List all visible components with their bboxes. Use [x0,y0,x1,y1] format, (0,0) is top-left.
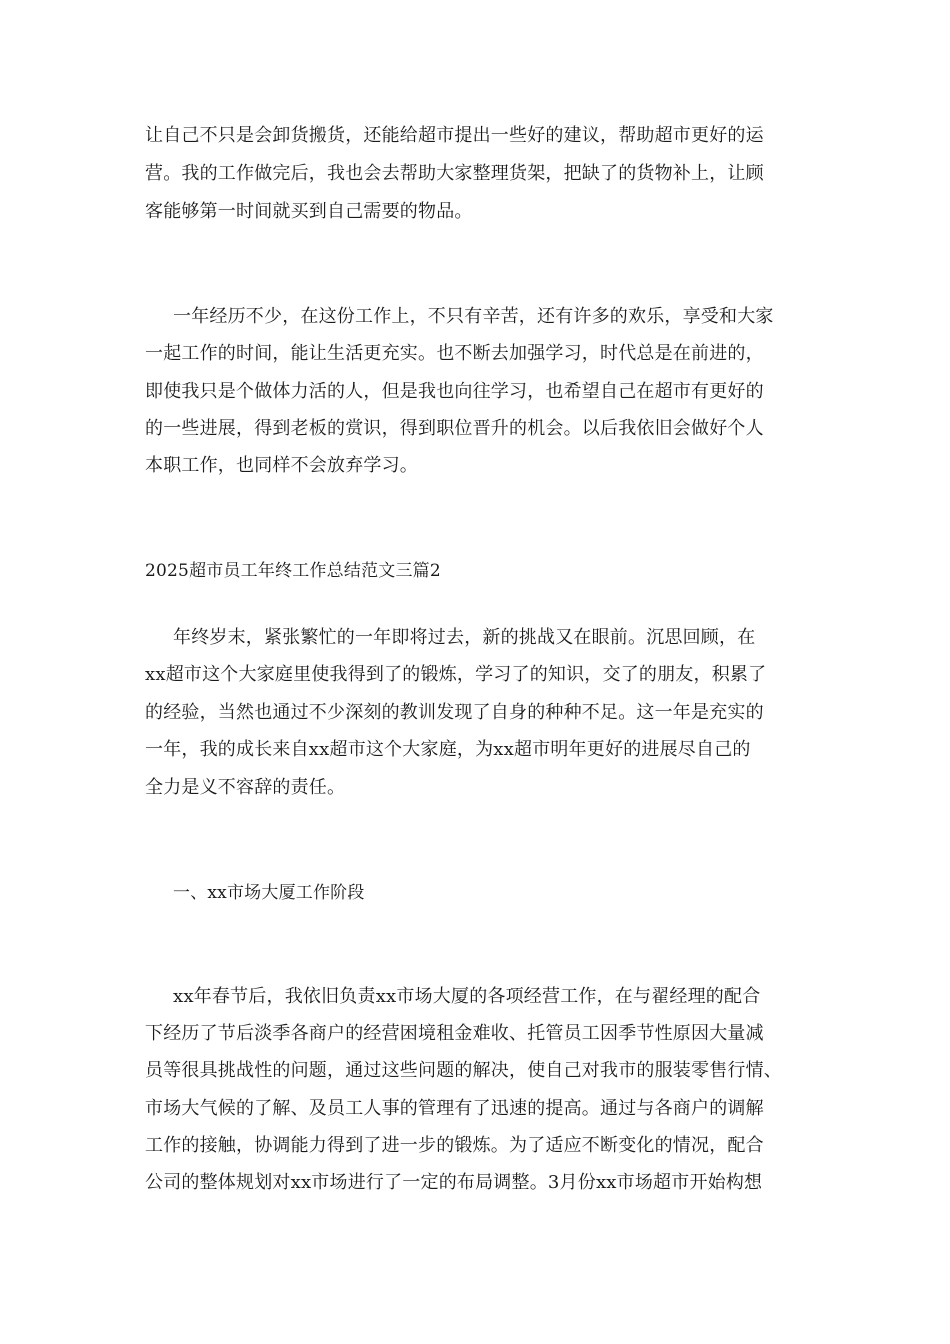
paragraph-2-line-5: 本职工作，也同样不会放弃学习。 [145,455,418,476]
paragraph-2-line-2: 一起工作的时间，能让生活更充实。也不断去加强学习，时代总是在前进的， [145,343,764,364]
paragraph-2-line-1: 一年经历不少，在这份工作上，不只有辛苦，还有许多的欢乐，享受和大家 [173,306,774,327]
paragraph-3-line-5: 全力是义不容辞的责任。 [145,777,346,798]
paragraph-4-line-5: 工作的接触，协调能力得到了进一步的锻炼。为了适应不断变化的情况，配合 [145,1135,764,1156]
paragraph-3-line-1: 年终岁末，紧张繁忙的一年即将过去，新的挑战又在眼前。沉思回顾，在 [173,627,756,648]
paragraph-3-line-3: 的经验，当然也通过不少深刻的教训发现了自身的种种不足。这一年是充实的 [145,702,764,723]
paragraph-2-line-4: 的一些进展，得到老板的赏识，得到职位晋升的机会。以后我依旧会做好个人 [145,418,764,439]
paragraph-1-line-2: 营。我的工作做完后，我也会去帮助大家整理货架，把缺了的货物补上，让顾 [145,163,764,184]
paragraph-1-line-3: 客能够第一时间就买到自己需要的物品。 [145,201,473,222]
section-title: 2025超市员工年终工作总结范文三篇2 [145,561,441,581]
paragraph-4-line-2: 下经历了节后淡季各商户的经营困境租金难收、托管员工因季节性原因大量减 [145,1023,764,1044]
paragraph-3-line-2: xx超市这个大家庭里使我得到了的锻炼，学习了的知识，交了的朋友，积累了 [145,664,767,685]
paragraph-4-line-3: 员等很具挑战性的问题，通过这些问题的解决，使自己对我市的服装零售行情、 [145,1060,782,1081]
paragraph-4-line-1: xx年春节后，我依旧负责xx市场大厦的各项经营工作，在与翟经理的配合 [173,986,761,1007]
paragraph-4-line-4: 市场大气候的了解、及员工人事的管理有了迅速的提高。通过与各商户的调解 [145,1098,764,1119]
subsection-heading: 一、xx市场大厦工作阶段 [173,883,365,903]
paragraph-1-line-1: 让自己不只是会卸货搬货，还能给超市提出一些好的建议，帮助超市更好的运 [145,125,764,146]
paragraph-3-line-4: 一年，我的成长来自xx超市这个大家庭，为xx超市明年更好的进展尽自己的 [145,739,751,760]
paragraph-4-line-6: 公司的整体规划对xx市场进行了一定的布局调整。3月份xx市场超市开始构想 [145,1172,763,1193]
paragraph-2-line-3: 即使我只是个做体力活的人，但是我也向往学习，也希望自己在超市有更好的 [145,381,764,402]
